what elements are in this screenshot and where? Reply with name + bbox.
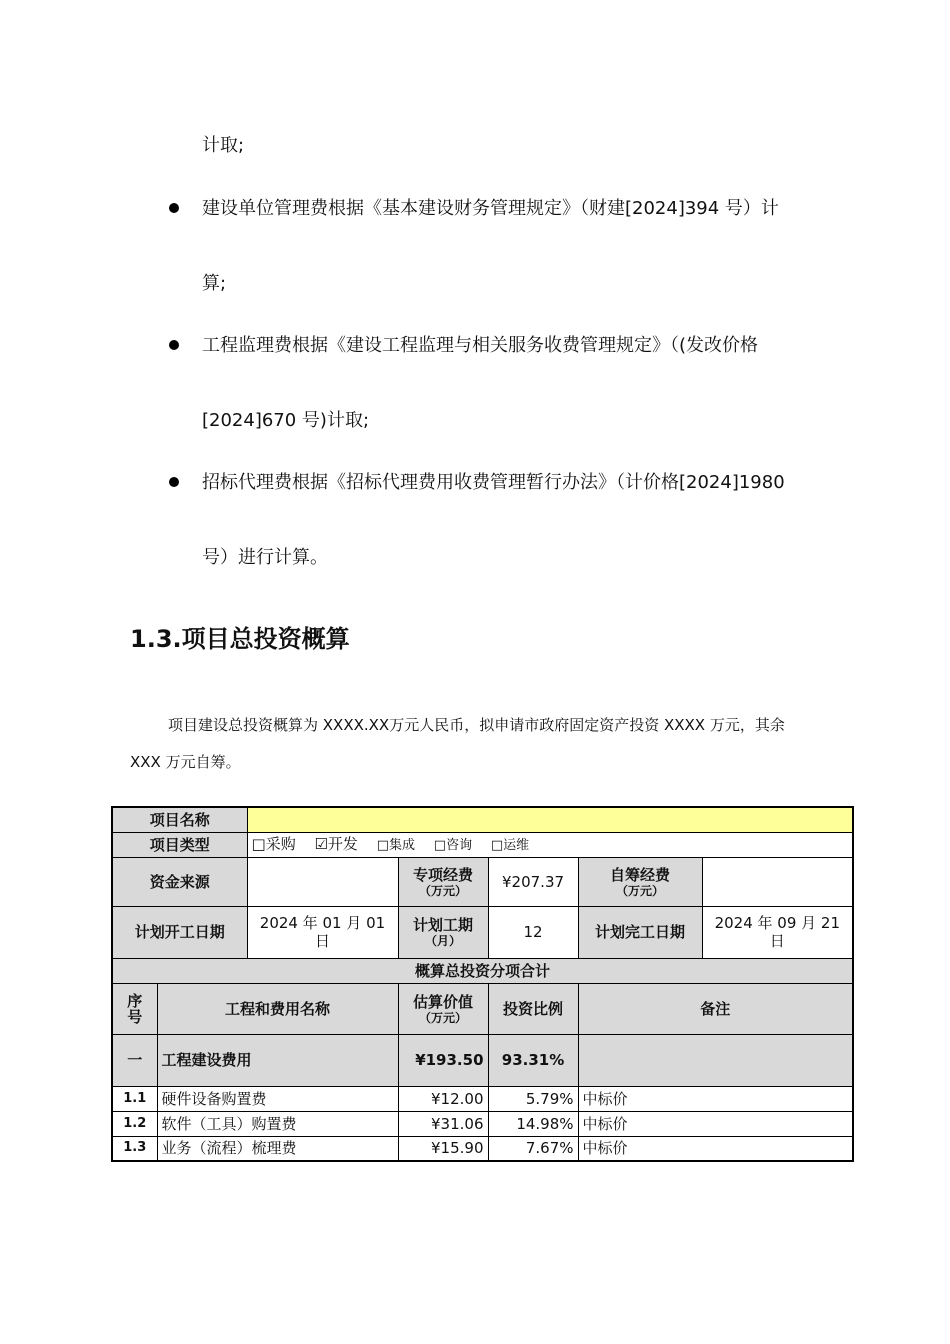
row-value: ¥12.00 (398, 1086, 488, 1111)
special-fund-value: ¥207.37 (488, 857, 578, 906)
start-date-value: 2024 年 01 月 01 日 (247, 906, 398, 958)
section-paragraph-line-2: XXX 万元自筹。 (130, 753, 241, 771)
type-option-operations: □运维 (490, 837, 530, 853)
type-option-integration: □集成 (376, 837, 416, 853)
row-ratio: 7.67% (488, 1136, 578, 1161)
row-seq: 一 (112, 1034, 157, 1086)
table-row (112, 1034, 853, 1086)
row-name: 业务（流程）梳理费 (157, 1136, 398, 1161)
col-seq-header: 序号 (112, 983, 157, 1034)
row-note (578, 1034, 853, 1086)
row-seq: 1.3 (112, 1136, 157, 1161)
body-line-4: 工程监理费根据《建设工程监理与相关服务收费管理规定》（(发改价格 (202, 335, 759, 356)
row-note: 中标价 (578, 1111, 853, 1136)
section-heading: 1.3.项目总投资概算 (130, 625, 350, 653)
col-value-header (398, 983, 488, 1034)
col-ratio-header: 投资比例 (488, 983, 578, 1034)
col-value-title: 估算价值 (413, 992, 474, 1011)
row-ratio: 14.98% (488, 1111, 578, 1136)
body-line-2: 建设单位管理费根据《基本建设财务管理规定》（财建[2024]394 号）计 (202, 198, 779, 219)
body-line-1: 计取; (202, 135, 245, 156)
end-date-value: 2024 年 09 月 21 日 (702, 906, 853, 958)
self-fund-title: 自筹经费 (610, 865, 671, 884)
bullet-icon (169, 477, 179, 487)
row-seq: 1.2 (112, 1111, 157, 1136)
duration-value: 12 (488, 906, 578, 958)
self-fund-unit: （万元） (616, 883, 665, 898)
project-type-label: 项目类型 (112, 832, 247, 857)
col-value-unit: （万元） (419, 1010, 468, 1025)
fund-source-label: 资金来源 (112, 857, 247, 906)
self-fund-label (578, 857, 702, 906)
col-note-header: 备注 (578, 983, 853, 1034)
start-date-label: 计划开工日期 (112, 906, 247, 958)
row-value: ¥31.06 (398, 1111, 488, 1136)
project-type-options (247, 832, 853, 857)
type-option-consulting: □咨询 (433, 837, 473, 853)
duration-unit: （月） (425, 934, 462, 948)
row-name: 工程建设费用 (157, 1034, 398, 1086)
body-line-3: 算; (202, 273, 227, 294)
summary-title: 概算总投资分项合计 (112, 958, 853, 983)
fund-source-value (247, 857, 398, 906)
row-value: ¥193.50 (398, 1034, 488, 1086)
special-fund-unit: （万元） (419, 883, 468, 898)
type-option-procurement: □采购 (251, 834, 296, 853)
duration-title: 计划工期 (413, 916, 474, 934)
body-line-5: [2024]670 号)计取; (202, 410, 370, 431)
bullet-icon (169, 203, 179, 213)
investment-table (111, 806, 854, 1162)
row-ratio: 5.79% (488, 1086, 578, 1111)
end-date-label: 计划完工日期 (578, 906, 702, 958)
row-name: 硬件设备购置费 (157, 1086, 398, 1111)
body-line-6: 招标代理费根据《招标代理费用收费管理暂行办法》（计价格[2024]1980 (202, 472, 785, 493)
row-note: 中标价 (578, 1136, 853, 1161)
body-line-7: 号）进行计算。 (202, 547, 328, 568)
row-note: 中标价 (578, 1086, 853, 1111)
section-paragraph-line-1: 项目建设总投资概算为 XXXX.XX万元人民币，拟申请市政府固定资产投资 XXXX 万元，其余 (168, 716, 785, 734)
row-seq: 1.1 (112, 1086, 157, 1111)
row-name: 软件（工具）购置费 (157, 1111, 398, 1136)
self-fund-value (702, 857, 853, 906)
table-row (112, 1111, 853, 1136)
type-option-development: ☑开发 (314, 834, 358, 853)
table-row (112, 1136, 853, 1161)
row-value: ¥15.90 (398, 1136, 488, 1161)
project-name-label: 项目名称 (112, 807, 247, 832)
col-name-header: 工程和费用名称 (157, 983, 398, 1034)
special-fund-label (398, 857, 488, 906)
duration-label (398, 906, 488, 958)
table-row (112, 1086, 853, 1111)
row-ratio: 93.31% (488, 1034, 578, 1086)
bullet-icon (169, 340, 179, 350)
project-name-value (247, 807, 853, 832)
special-fund-title: 专项经费 (413, 865, 474, 884)
